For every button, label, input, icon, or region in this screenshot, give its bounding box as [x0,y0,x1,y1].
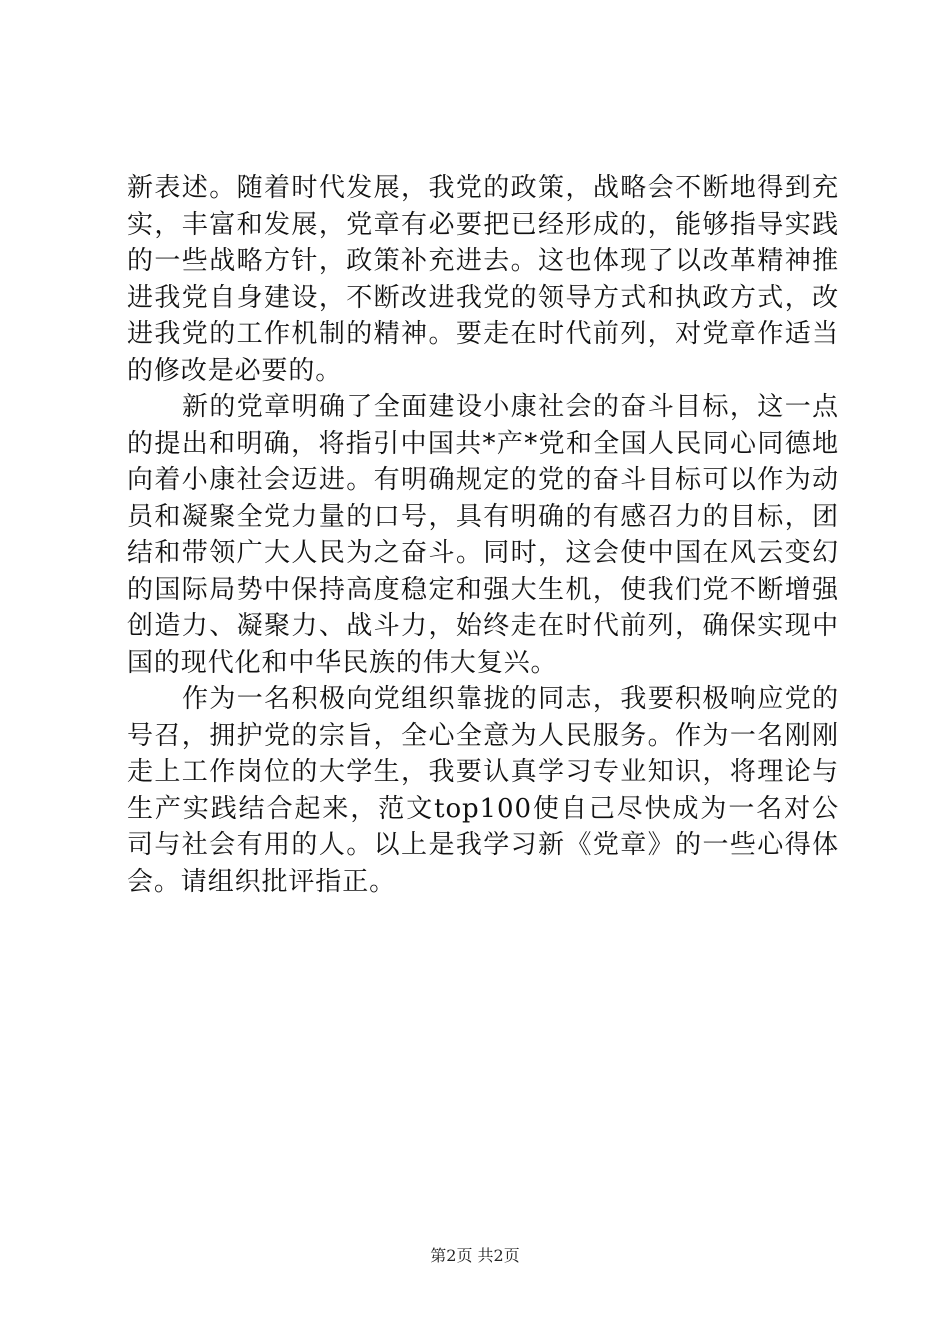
page-number-footer: 第2页 共2页 [430,1246,520,1265]
paragraph-conclusion: 作为一名积极向党组织靠拢的同志，我要积极响应党的号召，拥护党的宗旨，全心全意为人民服务。作为一名刚刚走上工作岗位的大学生，我要认真学习专业知识，将理论与生产实践结合起来，范文top100使自己尽快成为一名对公司与社会有用的人。以上是我学习新《党章》的一些心得体会。请组织批评指正。 [127,684,839,897]
paragraph-continuation: 新表述。随着时代发展，我党的政策，战略会不断地得到充实，丰富和发展，党章有必要把已经形成的，能够指导实践的一些战略方针，政策补充进去。这也体现了以改革精神推进我党自身建设，不断改进我党的领导方式和执政方式，改进我党的工作机制的精神。要走在时代前列，对党章作适当的修改是必要的。 [127,173,839,386]
paragraph-goal: 新的党章明确了全面建设小康社会的奋斗目标，这一点的提出和明确，将指引中国共*产*党和全国人民同心同德地向着小康社会迈进。有明确规定的党的奋斗目标可以作为动员和凝聚全党力量的口号，具有明确的有感召力的目标，团结和带领广大人民为之奋斗。同时，这会使中国在风云变幻的国际局势中保持高度稳定和强大生机，使我们党不断增强创造力、凝聚力、战斗力，始终走在时代前列，确保实现中国的现代化和中华民族的伟大复兴。 [127,392,839,678]
document-body [127,170,839,900]
